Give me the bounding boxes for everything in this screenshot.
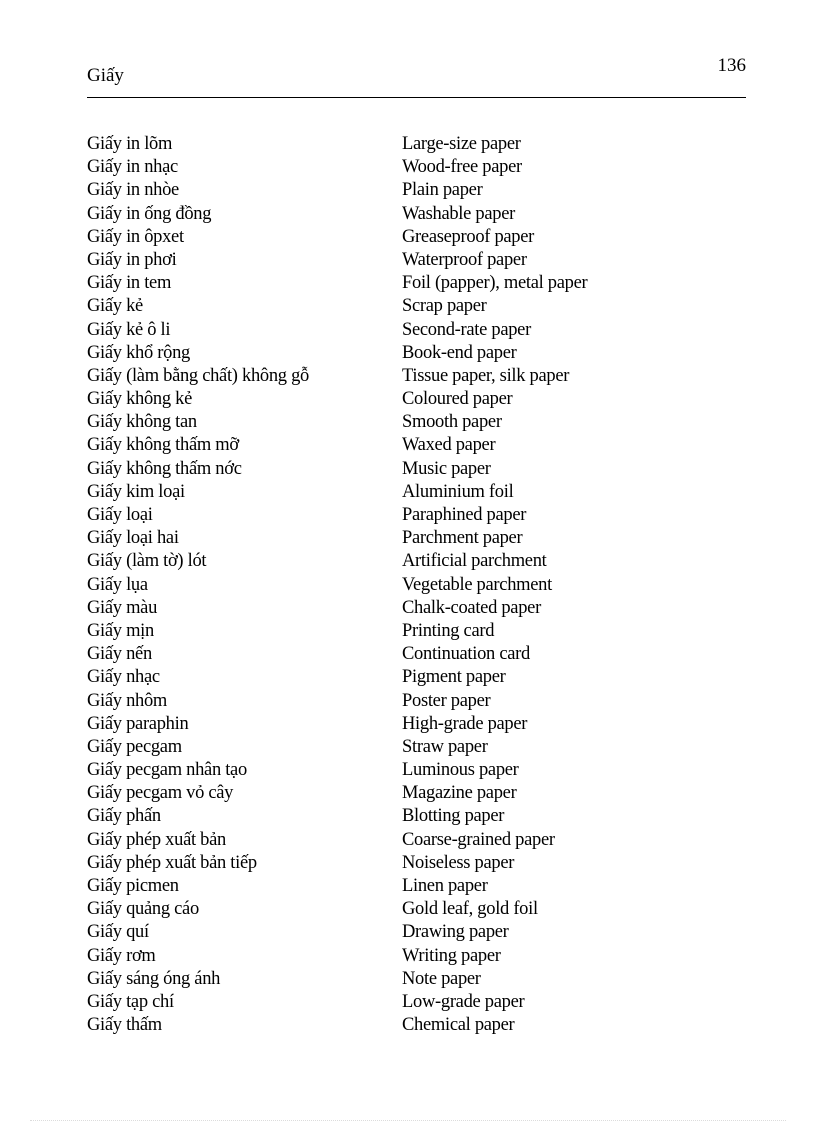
english-term: High-grade paper	[402, 713, 528, 734]
english-term: Greaseproof paper	[402, 226, 535, 247]
vietnamese-term: Giấy pecgam vỏ cây	[87, 783, 234, 804]
english-term: Second-rate paper	[402, 319, 531, 340]
english-term: Scrap paper	[402, 296, 487, 317]
glossary-entry	[87, 782, 746, 805]
glossary-entry	[87, 458, 746, 481]
english-term: Chemical paper	[402, 1015, 515, 1036]
english-term: Coarse-grained paper	[402, 829, 555, 850]
glossary-entry	[87, 272, 746, 295]
english-term: Aluminium foil	[402, 481, 514, 502]
vietnamese-term: Giấy in nhòe	[87, 180, 179, 201]
vietnamese-term: Giấy nến	[87, 644, 152, 665]
vietnamese-term: Giấy in phơi	[87, 249, 177, 270]
glossary-entry	[87, 898, 746, 921]
glossary-entry	[87, 203, 746, 226]
english-term: Magazine paper	[402, 783, 517, 804]
glossary-entry	[87, 434, 746, 457]
english-term: Paraphined paper	[402, 505, 527, 525]
english-term: Gold leaf, gold foil	[402, 899, 538, 920]
vietnamese-term: Giấy (làm bằng chất) không gỗ	[87, 365, 309, 386]
vietnamese-term: Giấy in lõm	[87, 134, 173, 154]
english-term: Straw paper	[402, 736, 488, 757]
glossary-entry	[87, 295, 746, 318]
glossary-entry	[87, 945, 746, 968]
vietnamese-term: Giấy kẻ ô li	[87, 319, 171, 340]
vietnamese-term: Giấy in nhạc	[87, 157, 178, 178]
vietnamese-term: Giấy in ôpxet	[87, 226, 184, 247]
vietnamese-term: Giấy phép xuất bản	[87, 829, 226, 850]
glossary-entry	[87, 713, 746, 736]
vietnamese-term: Giấy lụa	[87, 574, 148, 595]
glossary-entry	[87, 991, 746, 1014]
vietnamese-term: Giấy paraphin	[87, 713, 189, 734]
english-term: Foil (papper), metal paper	[402, 273, 588, 294]
vietnamese-term: Giấy nhôm	[87, 690, 168, 711]
glossary-entry	[87, 921, 746, 944]
vietnamese-term: Giấy rơm	[87, 945, 156, 966]
vietnamese-term: Giấy kim loại	[87, 481, 185, 502]
english-term: Artificial parchment	[402, 551, 547, 572]
english-term: Note paper	[402, 968, 481, 989]
english-term: Blotting paper	[402, 806, 505, 827]
glossary-entry	[87, 875, 746, 898]
glossary-entry	[87, 179, 746, 202]
vietnamese-term: Giấy loại	[87, 505, 153, 525]
english-term: Drawing paper	[402, 922, 509, 943]
glossary-entry	[87, 388, 746, 411]
english-term: Washable paper	[402, 203, 515, 224]
english-term: Printing card	[402, 620, 495, 641]
english-term: Continuation card	[402, 644, 530, 665]
vietnamese-term: Giấy khổ rộng	[87, 342, 190, 363]
glossary-entry	[87, 342, 746, 365]
glossary-entry	[87, 527, 746, 550]
english-term: Plain paper	[402, 180, 483, 201]
english-term: Smooth paper	[402, 412, 502, 433]
glossary-entry	[87, 759, 746, 782]
vietnamese-term: Giấy nhạc	[87, 667, 160, 688]
glossary-entry	[87, 829, 746, 852]
glossary-entry	[87, 574, 746, 597]
vietnamese-term: Giấy loại hai	[87, 528, 179, 549]
glossary-entry	[87, 1014, 746, 1037]
english-term: Music paper	[402, 458, 491, 479]
glossary-entry	[87, 852, 746, 875]
glossary-entry	[87, 620, 746, 643]
page-header	[87, 55, 746, 98]
vietnamese-term: Giấy picmen	[87, 876, 179, 896]
vietnamese-term: Giấy quảng cáo	[87, 899, 199, 920]
glossary-entry	[87, 156, 746, 179]
glossary-entry	[87, 805, 746, 828]
english-term: Coloured paper	[402, 389, 513, 410]
english-term: Poster paper	[402, 690, 491, 711]
vietnamese-term: Giấy phấn	[87, 806, 161, 827]
glossary-entry	[87, 411, 746, 434]
glossary-entry	[87, 550, 746, 573]
glossary-entry	[87, 249, 746, 272]
vietnamese-term: Giấy mịn	[87, 620, 154, 641]
vietnamese-term: Giấy không thấm mỡ	[87, 435, 239, 456]
english-term: Book-end paper	[402, 342, 517, 363]
footer-divider	[30, 1120, 786, 1121]
glossary-entry	[87, 481, 746, 504]
english-term: Writing paper	[402, 945, 501, 966]
section-title: Giấy	[87, 65, 124, 86]
vietnamese-term: Giấy phép xuất bản tiếp	[87, 852, 257, 873]
glossary-entry	[87, 736, 746, 759]
english-term: Waterproof paper	[402, 249, 527, 270]
vietnamese-term: Giấy (làm tờ) lót	[87, 551, 207, 572]
english-term: Large-size paper	[402, 134, 521, 154]
page-number: 136	[717, 55, 746, 76]
glossary-entry	[87, 690, 746, 713]
glossary-entry	[87, 226, 746, 249]
vietnamese-term: Giấy in ống đồng	[87, 203, 212, 224]
vietnamese-term: Giấy không thấm nớc	[87, 458, 242, 479]
english-term: Wood-free paper	[402, 157, 522, 178]
english-term: Low-grade paper	[402, 991, 525, 1012]
vietnamese-term: Giấy pecgam nhân tạo	[87, 760, 247, 781]
glossary-entry	[87, 666, 746, 689]
glossary-entry	[87, 643, 746, 666]
english-term: Waxed paper	[402, 435, 496, 456]
vietnamese-term: Giấy sáng óng ánh	[87, 968, 221, 989]
english-term: Chalk-coated paper	[402, 597, 541, 618]
glossary-list	[87, 133, 746, 1037]
vietnamese-term: Giấy pecgam	[87, 736, 182, 757]
vietnamese-term: Giấy không tan	[87, 412, 197, 433]
glossary-entry	[87, 319, 746, 342]
english-term: Linen paper	[402, 876, 488, 896]
glossary-entry	[87, 133, 746, 156]
english-term: Luminous paper	[402, 760, 519, 781]
vietnamese-term: Giấy tạp chí	[87, 991, 174, 1012]
vietnamese-term: Giấy màu	[87, 597, 158, 618]
english-term: Noiseless paper	[402, 852, 515, 873]
english-term: Parchment paper	[402, 528, 523, 549]
vietnamese-term: Giấy in tem	[87, 273, 172, 294]
glossary-entry	[87, 597, 746, 620]
english-term: Vegetable parchment	[402, 574, 552, 595]
english-term: Tissue paper, silk paper	[402, 365, 570, 386]
vietnamese-term: Giấy không kẻ	[87, 389, 193, 410]
english-term: Pigment paper	[402, 667, 506, 688]
glossary-entry	[87, 504, 746, 527]
vietnamese-term: Giấy quí	[87, 922, 149, 943]
glossary-entry	[87, 968, 746, 991]
vietnamese-term: Giấy kẻ	[87, 296, 143, 317]
glossary-entry	[87, 365, 746, 388]
vietnamese-term: Giấy thấm	[87, 1015, 162, 1036]
